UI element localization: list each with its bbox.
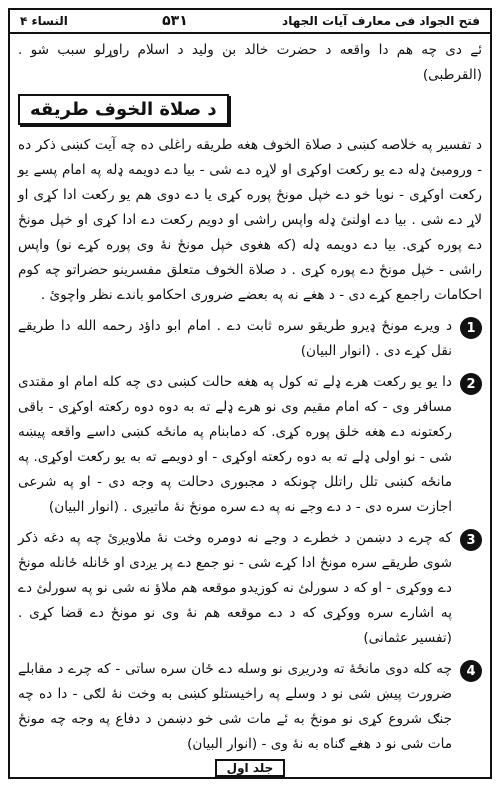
section-title: د صلاة الخوف طريقه <box>18 94 229 125</box>
section-banner <box>18 94 482 125</box>
item-text: د ویرے مونځ ډیرو طریقو سره ثابت دے . امام ابو داؤد رحمه الله دا طریقے نقل کړے دی . (انوار البیان) <box>18 318 452 359</box>
item-number-badge: 3 <box>460 529 482 551</box>
list-item <box>18 314 482 364</box>
page-number: ۵۳۱ <box>162 13 188 29</box>
volume-label: جلد اول <box>215 759 286 777</box>
page-footer <box>0 759 500 777</box>
item-text: چه کله دوی مانځهٔ ته ودریږی نو وسله دے ځان سره ساتی - که چرے د مقابلے ضرورت پیښ شی نو د وسلے په راخیستلو کښی به وخت نهٔ لګی - دا ده چه جنګ شروع کړی نو مونځ به ئے مات شی خو دښمن د دفاع په وجه چه مونځ مات شی نو د هغے ګناه به نهٔ وی - (انوار البیان) <box>18 661 452 752</box>
item-number-badge: 1 <box>460 317 482 339</box>
list-item <box>18 370 482 520</box>
list-item <box>18 526 482 651</box>
header-surah: النساء ۴ <box>20 14 68 28</box>
page-header <box>10 10 490 34</box>
intro-paragraph: د تفسیر په خلاصه کښی د صلاة الخوف هغه طریقه راغلی ده چه آیت کښی ذکر ده - ورومبئ ډله دے یو رکعت اوکړی او لاړه دے شی - بیا دے دویمه ډله په امام پسے یو رکعت اوکړی - نویا خو دے خپل مونځ پوره کړی یا دے دوی هم یو رکعت ادا کړی او لاړ دے شی . بیا دے اولنئ ډله واپس راشی او دویم رکعت دے ادا کړی او خپل مونځ دے پوره کړی. بیا دے دویمه ډله (که هغوی خپل مونځ نهٔ وی پوره کړے نو) واپس راشی - خپل مونځ دے پوره کړی . د صلاة الخوف متعلق مفسرینو حضراتو چه کوم احکامات راجمع کړے دی - د هغے نه په بعضے ضروری احکامو باندے نظر واچوئ . <box>18 137 482 303</box>
item-text: که چرے د دښمن د خطرے د وجے نه دومره وخت نهٔ ملاویږئ چه په دغه ذکر شوی طریقے سره مونځ ادا کړے شی - نو جمع دے پر یږدی او ځانله ځانله مونځ دے ووکړی - او که د سورلئ نه کوزیدو موقعه هم ملاؤ نه شی نو په سورلئ دے په اشارے سره ووکړی که د دے موقعه هم نهٔ وی نو مونځ دے قضا کړی . (تفسیر عثمانی) <box>18 530 452 646</box>
book-title: فتح الجواد فی معارف آیات الجهاد <box>282 14 480 28</box>
item-text: دا یو یو رکعت هرے ډلے ته کول په هغه حالت کښی دی چه کله امام او مقتدی مسافر وی - که امام مقیم وی نو هرے ډلے ته به دوه دوه رکعته اوکړی - باقی رکعتونه دے هغه خلق پوره کړی. که دمابنام په مانځه کښی داسے واقعه پیښه شی - نو اولی ډلے ته به دوه رکعته اوکړی - او دویمے ته به یو رکعت اوکړی. په مانځه کښی تلل راتلل چونکه د مجبوری دحالت په وجه دی - او په شرعی اجازت سره دی - د دے وجے نه په دے سره مونځ نهٔ ماتیږی . (انوار البیان) <box>18 374 452 515</box>
list-item <box>18 657 482 757</box>
page-content <box>18 38 482 763</box>
item-number-badge: 4 <box>460 660 482 682</box>
intro-line: ئے دی چه هم دا واقعه د حضرت خالد بن ولید د اسلام راوړلو سبب شو . (القرطبی) <box>18 42 482 83</box>
item-number-badge: 2 <box>460 373 482 395</box>
